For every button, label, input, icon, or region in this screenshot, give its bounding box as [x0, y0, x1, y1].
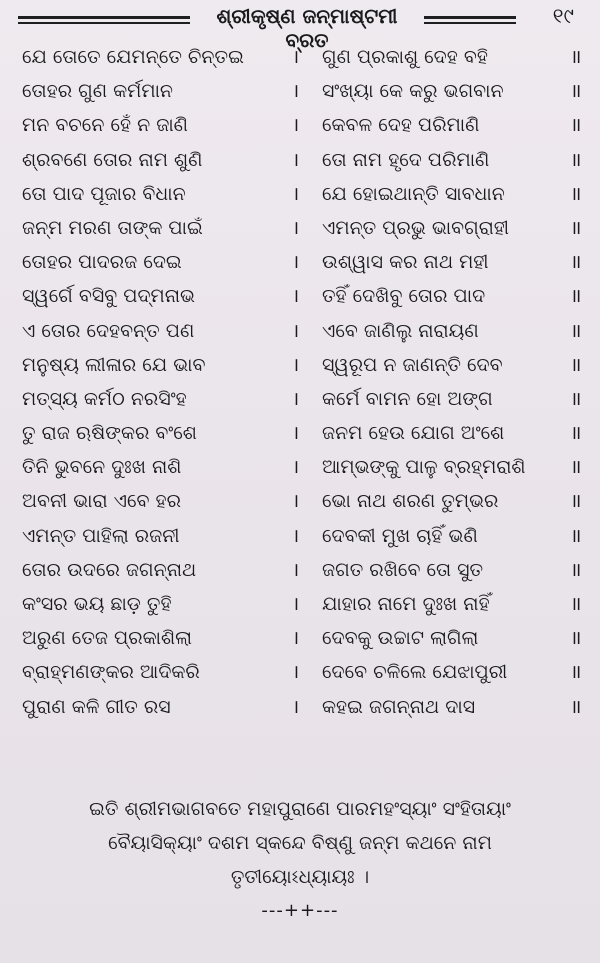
verse-second-line: ଜନମ ହେଉ ଯୋଗ ଅଂଶେ	[322, 422, 505, 445]
double-danda: ॥	[570, 593, 582, 615]
verse-first-line: ମତ୍ସ୍ୟ କର୍ମଠ ନରସିଂହ	[22, 387, 187, 410]
verse-first-line: ଜନ୍ମ ମରଣ ତାଙ୍କ ପାଇଁ	[22, 216, 203, 239]
double-danda: ॥	[570, 695, 582, 718]
half-verse-danda: ।	[292, 319, 300, 342]
verse-row	[0, 74, 600, 108]
verse-first-line: ତୋ ପାଦ ପୂଜାର ବିଧାନ	[22, 182, 186, 205]
half-verse-danda: ।	[292, 46, 300, 68]
half-verse-danda: ।	[292, 80, 300, 103]
verse-row	[0, 211, 600, 245]
double-danda: ॥	[570, 422, 582, 445]
double-danda: ॥	[570, 285, 582, 308]
verse-first-line: ଏମନ୍ତ ପାହିଲା ରଜନୀ	[22, 524, 180, 547]
verse-second-line: ସ୍ୱରୂପ ନ ଜାଣନ୍ତି ଦେବ	[322, 353, 503, 376]
verse-first-line: ତୋହର ପାଦରଜ ଦେଇ	[22, 251, 182, 274]
double-danda: ॥	[570, 251, 582, 274]
half-verse-danda: ।	[292, 422, 300, 445]
half-verse-danda: ।	[292, 490, 300, 513]
double-danda: ॥	[570, 456, 582, 479]
verse-row	[0, 621, 600, 655]
verse-row	[0, 279, 600, 313]
verse-first-line: ଏ ତୋର ଦେହବନ୍ତ ପଣ	[22, 319, 195, 342]
verse-first-line: ତିନି ଭୁବନେ ଦୁଃଖ ନାଶି	[22, 456, 182, 479]
half-verse-danda: ।	[292, 182, 300, 205]
half-verse-danda: ।	[292, 148, 300, 171]
verse-second-line: ଜଗତ ରଖିବେ ତୋ ସୁତ	[322, 558, 484, 581]
verse-first-line: ତୁ ରାଜ ଋଷିଙ୍କର ବଂଶେ	[22, 422, 197, 445]
verse-row	[0, 314, 600, 348]
colophon-line: ତୃତୀୟୋଽଧ୍ୟାୟଃ ।	[230, 866, 370, 888]
verse-row	[0, 108, 600, 142]
verse-row	[0, 450, 600, 484]
verse-second-line: ତୋ ନାମ ହୃଦେ ପରିମାଣି	[322, 148, 490, 171]
verse-second-line: ଦେବେ ଚଳିଲେ ଯେଝାପୁରୀ	[322, 661, 508, 684]
double-danda: ॥	[570, 387, 582, 410]
half-verse-danda: ।	[292, 524, 300, 547]
half-verse-danda: ।	[292, 661, 300, 684]
verse-row	[0, 382, 600, 416]
double-danda: ॥	[570, 661, 582, 684]
verse-first-line: ତୋର ଉଦରେ ଜଗନ୍ନାଥ	[22, 558, 197, 581]
verse-first-line: ପୁରାଣ କଳି ଗୀତ ରସ	[22, 695, 171, 718]
verse-first-line: ସ୍ୱର୍ଗେ ବସିବୁ ପଦ୍ମନାଭ	[22, 285, 195, 308]
verse-row	[0, 519, 600, 553]
verse-row	[0, 484, 600, 518]
header-rule-right	[424, 16, 516, 19]
double-danda: ॥	[570, 46, 582, 68]
half-verse-danda: ।	[292, 114, 300, 137]
verse-second-line: ଏବେ ଜାଣିଲୁ ନାରାୟଣ	[322, 319, 479, 342]
header-rule-left	[18, 16, 190, 19]
verse-row	[0, 553, 600, 587]
verse-second-line: ଗୁଣ ପ୍ରକାଶୁ ଦେହ ବହି	[322, 46, 488, 68]
verse-list	[0, 40, 600, 724]
verse-first-line: ଅରୁଣ ତେଜ ପ୍ରକାଶିଲା	[22, 627, 193, 650]
verse-first-line: ଅବନୀ ଭାରା ଏବେ ହର	[22, 490, 182, 513]
verse-first-line: ବ୍ରାହ୍ମଣଙ୍କର ଆଦିକରି	[22, 661, 200, 684]
double-danda: ॥	[570, 216, 582, 239]
double-danda: ॥	[570, 524, 582, 547]
verse-first-line: ଶ୍ରବଣେ ତୋର ନାମ ଶୁଣି	[22, 148, 203, 171]
verse-row	[0, 348, 600, 382]
verse-row	[0, 245, 600, 279]
half-verse-danda: ।	[292, 285, 300, 308]
double-danda: ॥	[570, 627, 582, 650]
verse-second-line: ଯେ ହୋଇଥାନ୍ତି ସାବଧାନ	[322, 182, 505, 205]
double-danda: ॥	[570, 490, 582, 513]
page-header	[0, 0, 600, 52]
verse-second-line: କେବଳ ଦେହ ପରିମାଣି	[322, 114, 480, 137]
colophon-line: ଇତି ଶ୍ରୀମଭାଗବତେ ମହାପୁରାଣେ ପାରମହଂସ୍ୟାଂ ସଂହିତାୟାଂ	[89, 798, 511, 820]
verse-second-line: କହଇ ଜଗନ୍ନାଥ ଦାସ	[322, 695, 476, 718]
chapter-colophon	[0, 792, 600, 894]
page-number: ୧୯	[552, 4, 574, 28]
half-verse-danda: ।	[292, 216, 300, 239]
verse-row	[0, 40, 600, 74]
double-danda: ॥	[570, 182, 582, 205]
half-verse-danda: ।	[292, 627, 300, 650]
half-verse-danda: ।	[292, 353, 300, 376]
half-verse-danda: ।	[292, 593, 300, 615]
verse-second-line: ଉଶ୍ୱାସ କର ନାଥ ମହୀ	[322, 251, 489, 274]
half-verse-danda: ।	[292, 558, 300, 581]
verse-row	[0, 177, 600, 211]
verse-row	[0, 690, 600, 724]
verse-second-line: ଏମନ୍ତ ପ୍ରଭୁ ଭାବଗ୍ରାହୀ	[322, 216, 510, 239]
verse-first-line: ଯେ ତୋତେ ଯେମନ୍ତେ ଚିନ୍ତଇ	[22, 46, 244, 68]
half-verse-danda: ।	[292, 695, 300, 718]
verse-second-line: ଦେବକୀ ମୁଖ ଚାହିଁ ଭଣି	[322, 524, 478, 547]
double-danda: ॥	[570, 80, 582, 103]
verse-second-line: ଆମ୍ଭଙ୍କୁ ପାଳୁ ବ୍ରହ୍ମରାଶି	[322, 456, 526, 479]
half-verse-danda: ।	[292, 251, 300, 274]
verse-row	[0, 587, 600, 621]
double-danda: ॥	[570, 114, 582, 137]
verse-first-line: କଂସର ଭୟ ଛାଡ଼ ତୁହି	[22, 593, 172, 615]
verse-second-line: ଭୋ ନାଥ ଶରଣ ତୁମ୍ଭର	[322, 490, 499, 513]
double-danda: ॥	[570, 148, 582, 171]
verse-second-line: ତହିଁ ଦେଖିବୁ ତୋର ପାଦ	[322, 285, 486, 308]
verse-first-line: ମନ ବଚନେ ହେଁ ନ ଜାଣି	[22, 114, 189, 137]
verse-second-line: ଦେବକୁ ଉଚ୍ଚାଟ ଲାଗିଲା	[322, 627, 479, 650]
half-verse-danda: ।	[292, 387, 300, 410]
end-ornament: ---++---	[261, 900, 339, 921]
verse-first-line: ତୋହର ଗୁଣ କର୍ମମାନ	[22, 80, 174, 103]
verse-row	[0, 143, 600, 177]
double-danda: ॥	[570, 558, 582, 581]
double-danda: ॥	[570, 353, 582, 376]
verse-row	[0, 655, 600, 689]
running-title: ଶ୍ରୀକୃଷ୍ଣ ଜନ୍ମାଷ୍ଟମୀ ବ୍ରତ	[216, 4, 398, 52]
colophon-line: ବୈୟାସିକ୍ୟାଂ ଦଶମ ସ୍କନ୍ଦେ ବିଷ୍ଣୁ ଜନ୍ମ କଥନେ ନାମ	[108, 832, 492, 854]
half-verse-danda: ।	[292, 456, 300, 479]
double-danda: ॥	[570, 319, 582, 342]
verse-second-line: କର୍ମେ ବାମନ ହୋ ଅଙ୍ଗ	[322, 387, 493, 410]
verse-second-line: ଯାହାର ନାମେ ଦୁଃଖ ନାହିଁ	[322, 593, 490, 615]
verse-second-line: ସଂଖ୍ୟା କେ କରୁ ଭଗବାନ	[322, 80, 504, 103]
verse-first-line: ମନୁଷ୍ୟ ଲୀଳାର ଯେ ଭାବ	[22, 353, 206, 376]
verse-row	[0, 416, 600, 450]
